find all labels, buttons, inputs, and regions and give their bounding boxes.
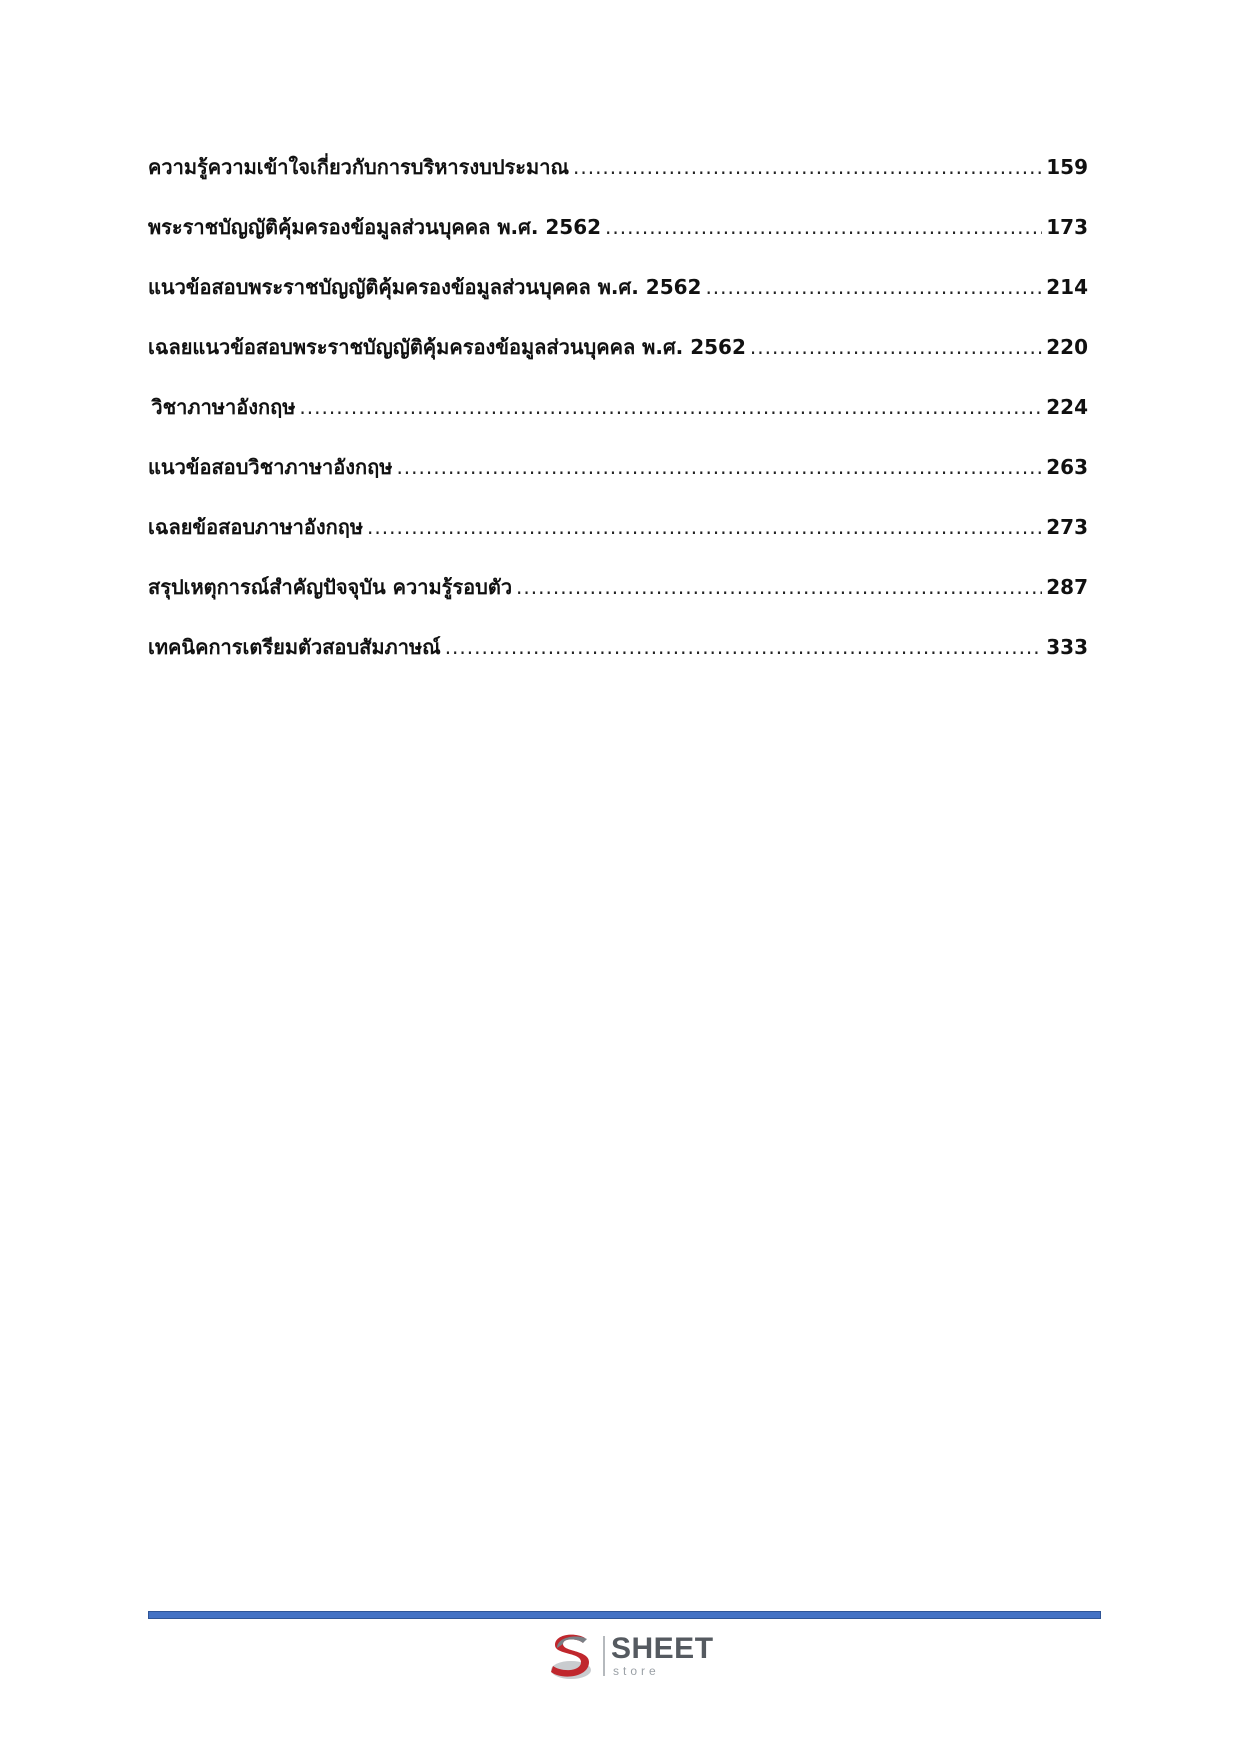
toc-entry[interactable] bbox=[148, 452, 1088, 512]
toc-entry[interactable] bbox=[148, 212, 1088, 272]
toc-entry[interactable] bbox=[148, 332, 1088, 392]
toc-leader-dots bbox=[705, 272, 1042, 302]
toc-entry-page: 287 bbox=[1046, 575, 1088, 599]
toc-entry-page: 273 bbox=[1046, 515, 1088, 539]
logo-divider bbox=[603, 1636, 605, 1676]
toc-leader-dots bbox=[750, 332, 1042, 362]
toc-leader-dots bbox=[367, 512, 1042, 542]
sheet-store-s-logo-icon bbox=[545, 1630, 601, 1684]
toc-entry-title: เฉลยข้อสอบภาษาอังกฤษ bbox=[148, 515, 364, 539]
toc-leader-dots bbox=[396, 452, 1042, 482]
toc-entry[interactable] bbox=[148, 272, 1088, 332]
toc-entry[interactable] bbox=[148, 152, 1088, 212]
toc-entry[interactable] bbox=[148, 632, 1088, 692]
logo-subtitle: store bbox=[613, 1664, 660, 1678]
toc-entry-title: สรุปเหตุการณ์สำคัญปัจจุบัน ความรู้รอบตัว bbox=[148, 575, 513, 599]
sheet-store-logo bbox=[545, 1630, 715, 1684]
toc-entry[interactable] bbox=[148, 512, 1088, 572]
toc-entry-page: 159 bbox=[1046, 155, 1088, 179]
toc-entry-title: ความรู้ความเข้าใจเกี่ยวกับการบริหารงบประมาณ bbox=[148, 155, 569, 179]
toc-leader-dots bbox=[299, 392, 1042, 422]
footer-divider-line bbox=[148, 1611, 1101, 1619]
toc-entry-title: แนวข้อสอบพระราชบัญญัติคุ้มครองข้อมูลส่วนบุคคล พ.ศ. 2562 bbox=[148, 275, 702, 299]
toc-entry-title: เฉลยแนวข้อสอบพระราชบัญญัติคุ้มครองข้อมูลส่วนบุคคล พ.ศ. 2562 bbox=[148, 335, 746, 359]
toc-entry-page: 224 bbox=[1046, 395, 1088, 419]
toc-leader-dots bbox=[445, 632, 1043, 662]
toc-leader-dots bbox=[516, 572, 1042, 602]
toc-entry-page: 173 bbox=[1046, 215, 1088, 239]
toc-entry-page: 333 bbox=[1046, 635, 1088, 659]
table-of-contents bbox=[148, 152, 1088, 692]
toc-entry[interactable] bbox=[148, 392, 1088, 452]
toc-entry-page: 214 bbox=[1046, 275, 1088, 299]
toc-entry[interactable] bbox=[148, 572, 1088, 632]
toc-leader-dots bbox=[573, 152, 1042, 182]
toc-entry-title: วิชาภาษาอังกฤษ bbox=[151, 395, 296, 419]
toc-entry-title: เทคนิคการเตรียมตัวสอบสัมภาษณ์ bbox=[148, 635, 441, 659]
toc-entry-title: พระราชบัญญัติคุ้มครองข้อมูลส่วนบุคคล พ.ศ. 2562 bbox=[148, 215, 602, 239]
toc-entry-page: 220 bbox=[1046, 335, 1088, 359]
toc-entry-page: 263 bbox=[1046, 455, 1088, 479]
logo-wordmark: SHEET bbox=[611, 1632, 714, 1665]
toc-entry-title: แนวข้อสอบวิชาภาษาอังกฤษ bbox=[148, 455, 393, 479]
toc-leader-dots bbox=[605, 212, 1042, 242]
